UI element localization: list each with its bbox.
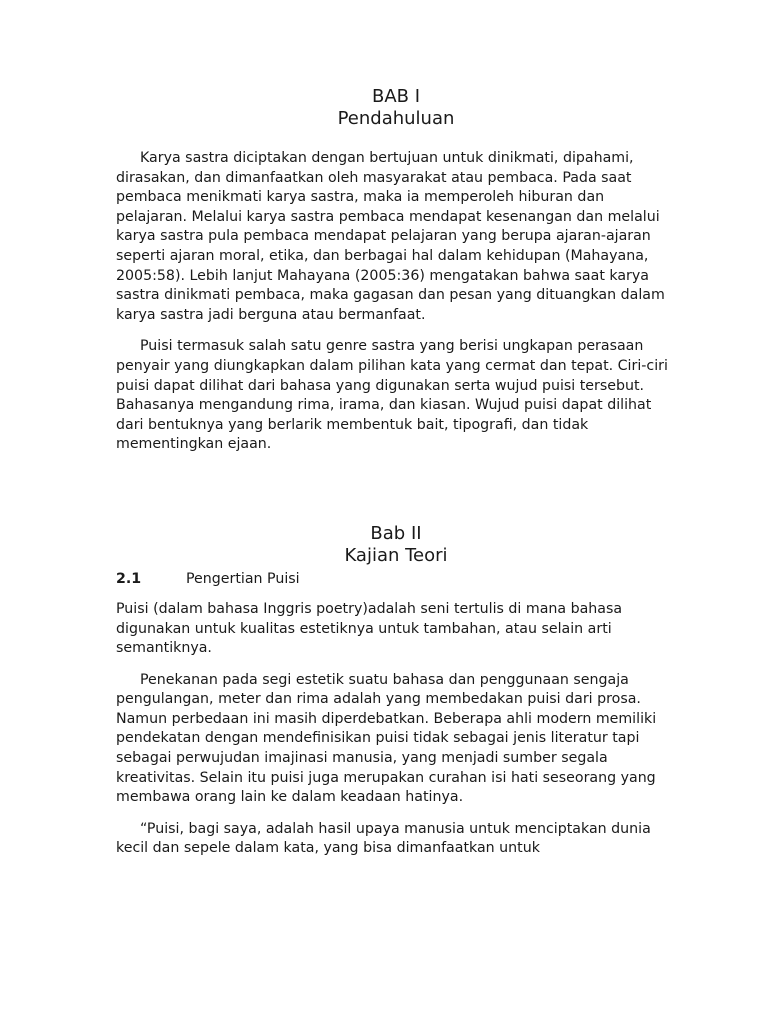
chapter-2-label: Bab II — [370, 522, 422, 544]
chapter-2-paragraph-2: Penekanan pada segi estetik suatu bahasa dan penggunaan sengaja pengulangan, meter dan rima adalah yang membedakan puisi dari prosa. Namun perbedaan ini masih diperdebatkan. Beberapa ahli modern memiliki pendekatan dengan mendefinisikan puisi tidak sebagai jenis literatur tapi sebagai perwujudan imajinasi manusia, yang menjadi sumber segala kreativitas. Selain itu puisi juga merupakan curahan isi hati seseorang yang membawa orang lain ke dalam keadaan hatinya. — [116, 671, 657, 806]
chapter-2-paragraph-3: “Puisi, bagi saya, adalah hasil upaya manusia untuk menciptakan dunia kecil dan sepele dalam kata, yang bisa dimanfaatkan untuk — [116, 820, 651, 857]
chapter-2-title: Kajian Teori — [344, 544, 448, 566]
chapter-1-title: Pendahuluan — [337, 108, 455, 129]
page-content — [116, 86, 676, 859]
chapter-2-heading — [116, 523, 676, 567]
section-number: 2.1 — [116, 570, 142, 587]
chapter-1-label: BAB I — [371, 86, 421, 107]
chapter-1-paragraph-2: Puisi termasuk salah satu genre sastra yang berisi ungkapan perasaan penyair yang diungkapkan dalam pilihan kata yang cermat dan tepat. Ciri-ciri puisi dapat dilihat dari bahasa yang digunakan serta wujud puisi tersebut. Bahasanya mengandung rima, irama, dan kiasan. Wujud puisi dapat dilihat dari bentuknya yang berlarik membentuk bait, tipografi, dan tidak mementingkan ejaan. — [116, 338, 668, 453]
chapter-1-heading — [116, 86, 676, 130]
chapter-2-paragraph-1: Puisi (dalam bahasa Inggris poetry)adalah seni tertulis di mana bahasa digunakan untuk kualitas estetiknya untuk tambahan, atau selain arti semantiknya. — [116, 600, 623, 657]
chapter-1-paragraph-1: Karya sastra diciptakan dengan bertujuan untuk dinikmati, dipahami, dirasakan, dan dimanfaatkan oleh masyarakat atau pembaca. Pada saat pembaca menikmati karya sastra, maka ia memperoleh hiburan dan pelajaran. Melalui karya sastra pembaca mendapat kesenangan dan melalui karya sastra pula pembaca mendapat pelajaran yang berupa ajaran-ajaran seperti ajaran moral, etika, dan berbagai hal dalam kehidupan (Mahayana, 2005:58). Lebih lanjut Mahayana (2005:36) mengatakan bahwa saat karya sastra dinikmati pembaca, maka gagasan dan pesan yang dituangkan dalam karya sastra jadi berguna atau bermanfaat. — [116, 150, 665, 323]
section-2-1-heading — [116, 569, 676, 589]
section-title: Pengertian Puisi — [186, 570, 300, 587]
